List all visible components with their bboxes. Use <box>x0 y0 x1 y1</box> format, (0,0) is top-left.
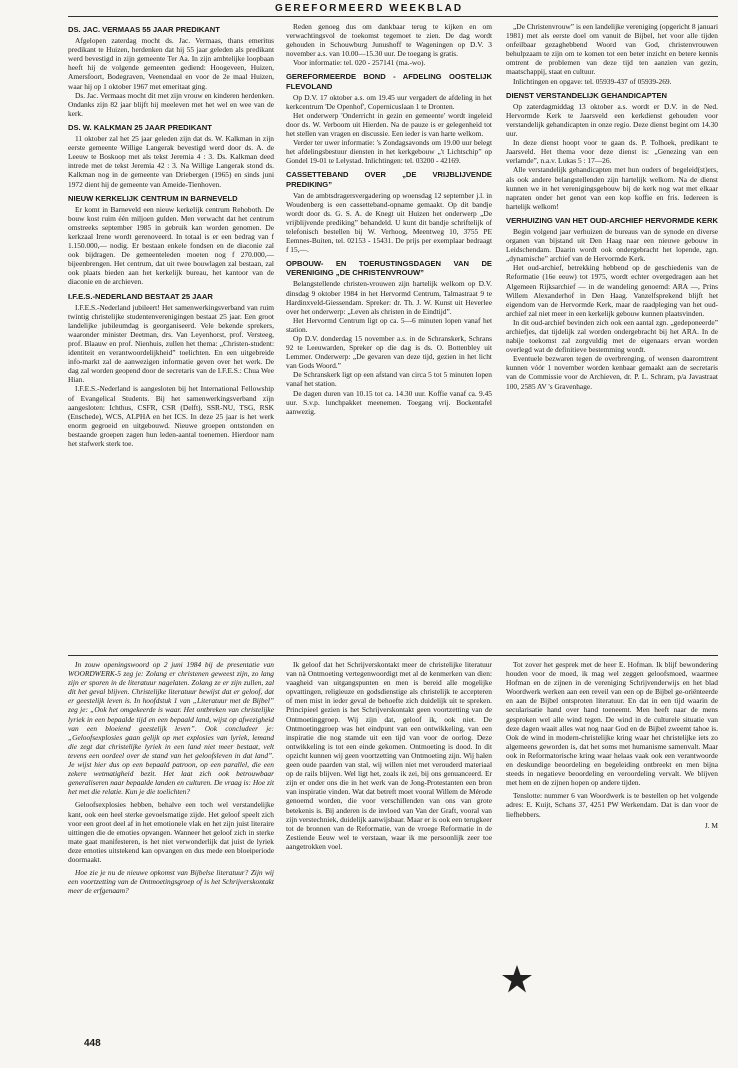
paragraph: „De Christenvrouw” is een landelijke vereniging (opgericht 8 januari 1981) met als eerste doel om vanuit de Bijbel, het voor alle tijden onfeilbaar gezaghebbend Woord van God, christenvrouwen behulpzaam te zijn om te komen tot een beter inzicht en betere kennis omtrent de problemen van deze tijd ten aanzien van gezin, maatschappij, staat en cultuur. <box>506 22 718 77</box>
article-cassetteband <box>286 170 492 254</box>
masthead: GEREFORMEERD WEEKBLAD <box>274 3 464 14</box>
article-heading: CASSETTEBAND OVER „DE VRIJBLIJVENDE PREDIKING” <box>286 170 492 189</box>
column-upper-1 <box>68 22 274 650</box>
column-upper-3 <box>506 22 718 650</box>
paragraph: Op D.V. 17 oktober a.s. om 19.45 uur vergadert de afdeling in het kerkcentrum 'De Openhof', Copernicuslaan 1 te Dronten. <box>286 92 492 111</box>
paragraph: I.F.E.S.-Nederland jubileert! Het samenwerkingsverband van ruim twintig christelijke studentenverenigingen bestaat 25 jaar. Een groot landelijke jubileumdag is georganiseerd. Vele bekende sprekers, waaronder minister Deetman, drs. Van Leyenhorst, prof. Versteeg, prof. Blaauw en prof. Nienhuis, zullen het thema: „Christen-student: identiteit en verantwoordelijkheid” toelichten. En een uitgebreide info-markt zal de aanwezigen informatie geven over het werk. De dag zal worden geopend door de secretaris van de I.F.E.S.: Chua Wee Hian. <box>68 302 274 385</box>
header-rule <box>68 16 718 17</box>
interview-answer: Geloofsexplosies hebben, behalve een toch wel verstandelijke kant, ook een heel sterke gevoelsmatige zijde. Het geloof speelt zich voor een groot deel af in het emotionele vlak en het zijn juist literaire uittingen die de emoties opvangen. Wanneer het geloof zich in sterke mate gaat manifesteren, is het niet verwonderlijk dat juist de lyriek deze emoties uitstekend kan opvangen en dus mede een bloeiperiode doormaakt. <box>68 800 274 864</box>
article-barneveld <box>68 194 274 287</box>
paragraph: Alle verstandelijk gehandicapten met hun ouders of begeleid(st)ers, als ook andere belangstellenden zijn hartelijk welkom. Na de dienst kunnen we in het verenigingsgebouw bij de kerk nog wat met elkaar napraten onder het genot van een kop koffie en fris. Iedereen is hartelijk welkom! <box>506 165 718 211</box>
paragraph: Het Hervormd Centrum ligt op ca. 5—6 minuten lopen vanaf het station. <box>286 315 492 334</box>
paragraph: In dit oud-archief bevinden zich ook een aantal zgn. „gedeponeerde” archiefjes, dat tijdelijk zal worden ondergebracht bij het ARA. In de nabije toekomst zal zorgvuldig met de eigenaars ervan worden overlegd wat de definitieve bestemming wordt. <box>506 317 718 355</box>
article-ifes <box>68 292 274 449</box>
paragraph: Het oud-archief, betrekking hebbend op de geschiedenis van de Reformatie (16e eeuw) tot 1975, wordt echter overgedragen aan het Algemeen Rijksarchief — in de wandeling genoemd: ARA —, Prins Willem Alexanderhof in Den Haag. Vanzelfsprekend blijft het eigendom van de Hervormde Kerk, maar de raadpleging van het oud-archief zal niet meer in een kerkelijk gebouw kunnen plaatsvinden. <box>506 263 718 318</box>
paragraph: Voor informatie: tel. 020 - 257141 (ma.-wo). <box>293 58 426 68</box>
interview-question: In zouw openingswoord op 2 juni 1984 bij de presentatie van WOORDWERK-5 zeg je: Zolang er christenen geweest zijn, zo lang zijn er sporen in de literatuur nagelaten. Zolang ze er zijn zullen, zal dit het geval blijven. Christelijke literatuur bewijst dat er geloof, dat er geestelijk leven is. In hoofdstuk 1 van „Literatuur met de Bijbel” zeg je: „Ook het omgekeerde is waar. Het ontbreken van christelijke lyriek in een bepaalde tijd en een bepaald land, wijst op afwezigheid van een bloeiend geestelijk leven”. Ook concludeer je: „Geloofsexplosies gaan gelijk op met explosies van lyriek, lemand die zegt dat christelijke lyriek in een land niet meer bestaat, velt tevens een oordeel over de stand van het geloofsleven in dat land”. Je wijst hier dus op een bepaald patroon, op een parallel, die een zekere wetmatigheid bezit. Het laat zich ook betrouwbaar generaliseren naar bepaalde landen en culturen. De vraag is: Hoe zit het met die relatie. Kun je die toelichten? <box>68 660 274 797</box>
paragraph: Begin volgend jaar verhuizen de bureaus van de synode en diverse organen van bijstand uit Den Haag naar een nieuwe gebouw in Leidschendam. Daarin wordt ook ondergebracht het lopende, zgn. „dynamische” archief van de Hervormde Kerk. <box>506 226 718 264</box>
article-oud-archief <box>506 216 718 391</box>
paragraph: I.F.E.S.-Nederland is aangesloten bij het International Fellowship of Evangelical Students. Bij het samenwerkingsverband zijn aangesloten: Ichthus, CSFR, CSR (Delft), SSR-NU, TSG, RSK (Enschede), WCS, ALPHA en het ICS. In deze 25 jaar is het werk enorm gegroeid en uitgebouwd. Nieuwe groepen ontstonden en bestaande groepen zagen hun leden-aantal toenemen. Hierdoor nam het stafwerk sterk toe. <box>68 384 274 449</box>
article-heading: DS. JAC. VERMAAS 55 JAAR PREDIKANT <box>68 25 220 34</box>
star-ornament-icon <box>500 964 534 994</box>
interview-question: Hoe zie je nu de nieuwe opkomst van Bijbelse literatuur? Zijn wij een voortzetting van de Ontmoetingsgroep of is het Schrijverskontakt meer de erfgenaam? <box>68 868 274 896</box>
closing-paragraph: Tot zover het gesprek met de heer E. Hofman. Ik blijf bewondering houden voor de moed, ik mag wel zeggen geloofsmoed, waarmee Hofman en de zijnen in de vereniging Schrijvenderwijs en het blad Woordwerk werken aan een reveil van een op de Bijbel ge-oriënteerde en aan de Bijbel ontsproten literatuur. En dat in een tijd waarin de secularisatie hand over hand toeneemt. Men heeft naar de mens gesproken wel alle wind tegen. De wind in de culturele situatie van deze dagen waait alles wat nog naar God en de Bijbel zweemt tahoe is. Ook de wind in modern-christelijke kring waar het christelijke iets zo algemeens geworden is, dat het soms met humanisme samenvalt. Maar ook in Reformatorische kring waar helaas vaak ook een verantwoorde en deskundige beoordeling en begeleiding ontbreekt en men bijna steeds in negatieve beoordeling en veroordeling vervalt. We blijven met hem en de zijnen hopen op andere tijden. <box>506 660 718 788</box>
paragraph: In deze dienst hoopt voor te gaan ds. P. Tolhoek, predikant te Jaarsveld. Het thema voor deze dienst is: „Genezing van een verlamde”, n.a.v. Lukas 5 : 17—26. <box>506 138 718 166</box>
paragraph: Verder ter uwer informatie: 's Zondagsavonds om 19.00 uur belegt het afdelingsbestuur diensten in het kerkgebouw „'t Lichtschip” op Gondel 19-01 te Lelystad. Inlichtingen: tel. 03200 - 42169. <box>286 138 492 166</box>
article-christenvrouw <box>286 259 492 416</box>
page-number: 448 <box>84 1038 101 1049</box>
column-lower-3 <box>506 660 718 960</box>
paragraph: Inlichtingen en opgave: tel. 05939-437 of 05939-269. <box>513 76 672 86</box>
paragraph: Er komt in Barneveld een nieuw kerkelijk centrum Rehoboth. De bouw kost ruim één miljoen gulden. Men verwacht dat het centrum omstreeks september 1985 in gebruik kan worden genomen. De kerkzaal Irene wordt gerenoveerd. In totaal is er een bedrag van f 1.150.000,— nodig. Er bestaan enkele fondsen en de diaconie zal ook bijdragen. De gemeenteleden moeten nog f 270.000,— bijeenbrengen. Het centrum, dat uit twee bouwlagen zal bestaan, zal ook plaats bieden aan het kerkelijk bureau, het kantoor van de diaconie en de archieven. <box>68 204 274 287</box>
paragraph: Eventuele bezwaren tegen de overbrenging, of wensen daaromtrent kunnen vóór 1 november worden kenbaar gemaakt aan de secretaris van de Commissie voor de Archieven, dr. P. L. Schram, p/a Javastraat 100, 2585 AV 's Gravenhage. <box>506 354 718 391</box>
paragraph: De Schranskerk ligt op een afstand van circa 5 tot 5 minuten lopen vanaf het station. <box>286 370 492 389</box>
paragraph: Het onderwerp 'Onderricht in gezin en gemeente' wordt ingeleid door ds. W. Verboom uit Hierden. Na de pauze is er gelegenheid tot het stellen van vragen en discussie. Een ieder is van harte welkom. <box>286 110 492 139</box>
section-rule <box>68 655 718 656</box>
paragraph: Op zaterdagmiddag 13 oktober a.s. wordt er D.V. in de Ned. Hervormde Kerk te Jaarsveld een kerkdienst gehouden voor verstandelijk gehandicapten in onze regio. Deze dienst begint om 14.30 uur. <box>506 101 718 139</box>
signature: J. M <box>704 820 718 830</box>
paragraph: Van de ambtsdragersvergadering op woensdag 12 september j.l. in Woudenberg is een cassetteband-opname gemaakt. Op dit bandje wordt door ds. G. S. A. de Knegt uit Huizen het onderwerp „De vrijblijvende prediking” behandeld. U kunt dit bandje schriftelijk of telefonisch bestellen bij W. Verhoog, Meentweg 10, 3755 PE Eemnes-Buiten, tel. 02153 - 15431. De prijs per exemplaar bedraagt f 15,—. <box>286 190 492 255</box>
column-lower-1 <box>68 660 274 1030</box>
paragraph: Afgelopen zaterdag mocht ds. Jac. Vermaas, thans emeritus predikant te Huizen, herdenken dat hij 55 jaar geleden als predikant werd bevestigd in zijn gemeente Ter Aa. In zijn ambtelijke loopbaan heeft hij de volgende gemeenten gediend: Hoogeveen, Huizen, Amersfoort, Bodegraven, Veenendaal en voor de 2e maal Huizen, waar hij op 1 oktober 1967 met emeritaat ging. <box>68 36 274 91</box>
article-gehandicapten <box>506 91 718 211</box>
article-kalkman <box>68 123 274 189</box>
paragraph: Op D.V. donderdag 15 november a.s. in de Schranskerk, Schrans 92 te Leeuwarden, Spreker op die dag is ds. O. Bottenbley uit Lemmer. Onderwerp: „De gevaren van deze tijd, gezien in het licht van Gods Woord.” <box>286 334 492 371</box>
article-heading: OPBOUW- EN TOERUSTINGSDAGEN VAN DE VERENIGING „DE CHRISTENVROUW” <box>286 259 492 278</box>
article-heading: GEREFORMEERDE BOND - AFDELING OOSTELIJK FLEVOLAND <box>286 72 492 91</box>
interview-answer: Ik geloof dat het Schrijverskontakt meer de christelijke literatuur van nà Ontmoeting vertegenwoordigt met al de kenmerken van dien: vaagheid van uitgangspunten en men is bereid alle mogelijke opvattingen, religieuze en godsdienstige als christelijk te accepteren of men mist in ieder geval de behoefte zich duidelijk uit te spreken. Principieel gezien is het Schrijverskontakt geen voortzetting van de Ontmoetinggroep. Wij zijn dat, geloof ik, ook niet. De Ontmoetinggroep was het eindpunt van een ontwikkeling, van een inspiratie die nog stamde uit een tijd van voor de oorlog. Deze ontwikkeling is tot een einde gekomen. Ontmoeting is dood. In dit opzicht kunnen wij geen voortzetting van Ontmoeting zijn. Wij halen geen oude paarden van stal, wij willen niet met verouderd materiaal op de rails blijven. Wel ligt het, zoals ik zei, bij ons genuanceerd. Er zijn er onder ons die in het werk van de Jong-Protestanten een bron van inspiratie vinden. Wat dat betreft moet vooral Willem de Mérode genoemd worden, die voor verschillenden van ons van grote betekenis is. Bij anderen is de invloed van Van der Graft, vooral van zijn verstechniek, duidelijk aanwijsbaar. Maar er is ook een terugkeer tot de bronnen van de Reformatie, van de vroege Reformatie in de Zestiende Eeuw wel te verstaan, waar ik me persoonlijk zeer toe aangetrokken voel. <box>286 660 492 851</box>
article-christenvrouw-continued <box>506 22 718 86</box>
paragraph: Ds. Jac. Vermaas mocht dit met zijn vrouw en kinderen herdenken. Ondanks zijn 82 jaar blijft hij meeleven met het wel en wee van de kerk. <box>68 90 274 118</box>
article-ifes-continued <box>286 22 492 67</box>
article-heading: I.F.E.S.-NEDERLAND BESTAAT 25 JAAR <box>68 291 213 301</box>
paragraph: Reden genoeg dus om dankbaar terug te kijken en om verwachtingsvol de toekomst tegemoet te zien. De dag wordt gehouden in Schouwburg Junushoff te Wageningen op D.V. 3 november a.s. van 10.00—15.30 uur. De toegang is gratis. <box>286 22 492 59</box>
closing-paragraph: Tenslotte: nummer 6 van Woordwerk is te bestellen op het volgende adres: E. Kuijt, Schans 37, 4251 PW Werkendam. Dat is dan voor de liefhebbers. <box>506 791 718 819</box>
article-heading: DS. W. KALKMAN 25 JAAR PREDIKANT <box>68 122 212 132</box>
paragraph: Belangstellende christen-vrouwen zijn hartelijk welkom op D.V. dinsdag 9 oktober 1984 in het Hervormd Centrum, Talmastraat 9 te Hardinxveld-Giessendam. Spreker: dr. Th. J. W. Kunst uit Heverlee over het onderwerp: „Leven als christen in de Eindtijd”. <box>286 279 492 316</box>
article-heading: DIENST VERSTANDELIJK GEHANDICAPTEN <box>506 90 668 100</box>
article-heading: NIEUW KERKELIJK CENTRUM IN BARNEVELD <box>68 193 238 203</box>
article-vermaas <box>68 25 274 118</box>
article-heading: VERHUIZING VAN HET OUD-ARCHIEF HERVORMDE KERK <box>506 215 718 225</box>
paragraph: De dagen duren van 10.15 tot ca. 14.30 uur. Koffie vanaf ca. 9.45 uur. S.v.p. lunchpakket meenemen. Toegang vrij. Bockentafel aanwezig. <box>286 388 492 416</box>
article-gereformeerde-bond <box>286 72 492 165</box>
column-lower-2 <box>286 660 492 1030</box>
column-upper-2 <box>286 22 492 650</box>
paragraph: 11 oktober zal het 25 jaar geleden zijn dat ds. W. Kalkman in zijn eerste gemeente Willige Langerak bevestigd werd door ds. A. de Leeuw te Boskoop met als tekst Jeremia 4 : 3. Ds. Kalkman deed intrede met de tekst Jeremia 42 : 3. Na Willige Langerak stond ds. Kalkman nog in de gemeente van Driebergen (1965) en sinds juni 1972 dient hij de gemeente van Ameide-Tienhoven. <box>68 134 274 189</box>
